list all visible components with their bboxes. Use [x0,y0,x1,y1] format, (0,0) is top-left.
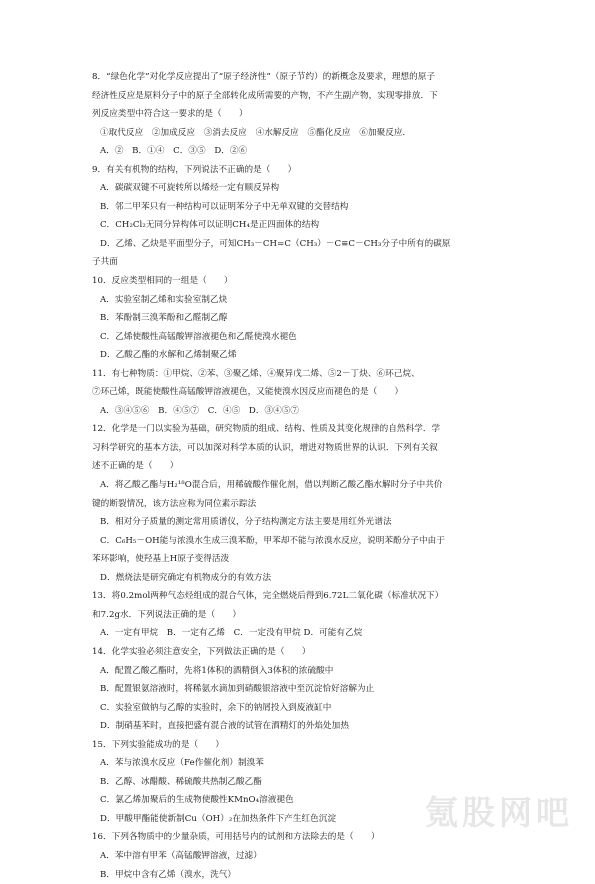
text-line: D．燃烧法是研究确定有机物成分的有效方法 [100,572,272,583]
text-line: ⑦环己烯，既能使酸性高锰酸钾溶液褪色，又能使溴水因反应而褪色的是（ ） [92,387,404,398]
text-line: B．甲烷中含有乙烯（溴水，洗气） [100,869,237,880]
text-line: C．C₆H₅－OH能与浓溴水生成三溴苯酚，甲苯却不能与浓溴水反应，说明苯酚分子中由于 [100,535,445,546]
text-line: A．实验室制乙烯和实验室制乙炔 [100,294,228,305]
text-line: 16．下列各物质中的少量杂质，可用括号内的试剂和方法除去的是（ ） [92,832,380,843]
text-line: D．乙酸乙酯的水解和乙烯制聚乙烯 [100,350,237,361]
text-line: 13．将0.2mol两种气态烃组成的混合气体，完全燃烧后得到6.72L二氧化碳（标准状况下） [92,591,444,602]
text-line: A．苯与浓溴水反应（Fe作催化剂）制溴苯 [100,758,264,769]
text-line: A．将乙酸乙酯与H₂¹⁸O混合后，用稀硫酸作催化剂，借以判断乙酸乙酯水解时分子中共价 [100,480,443,491]
text-line: A．碳碳双键不可旋转所以烯烃一定有顺反异构 [100,183,280,194]
text-line: 苯环影响，使羟基上H原子变得活泼 [92,554,230,565]
text-line: D．乙烯、乙炔是平面型分子，可知CH₃－CH=C（CH₃）－C≡C－CH₃分子中所有的碳原 [100,238,451,249]
text-line: B．相对分子质量的测定常用质谱仪，分子结构测定方法主要是用红外光谱法 [100,517,392,528]
text-line: 8．“绿色化学”对化学反应提出了“原子经济性”（原子节约）的新概念及要求，理想的原子 [92,72,436,82]
text-line: 10．反应类型相同的一组是（ ） [92,276,233,287]
text-line: 14．化学实验必须注意安全，下列做法正确的是（ ） [92,646,311,657]
text-line: 述不正确的是（ ） [92,461,179,472]
text-line: 习科学研究的基本方法，可以加深对科学本质的认识，增进对物质世界的认识．下列有关叙 [92,442,438,453]
text-line: A．② B．①④ C．③⑤ D．②⑥ [100,146,248,157]
text-line: ①取代反应 ②加成反应 ③消去反应 ④水解反应 ⑤酯化反应 ⑥加聚反应． [100,127,412,138]
text-line: A．一定有甲烷 B．一定有乙烯 C．一定没有甲烷 D．可能有乙烷 [100,628,363,639]
text-line: A．配置乙酸乙酯时，先将1体积的酒精倒入3体积的浓硫酸中 [100,665,334,676]
text-line: D．甲酸甲酯能使新制Cu（OH）₂在加热条件下产生红色沉淀 [100,813,337,824]
text-line: B．配置银氨溶液时，将稀氨水滴加到硝酸银溶液中至沉淀恰好溶解为止 [100,684,375,695]
text-line: 列反应类型中符合这一要求的是（ ） [92,109,248,120]
text-line: 子共面 [92,257,118,268]
text-line: 经济性反应是原料分子中的原子全部转化成所需要的产物，不产生副产物，实现零排放．下 [92,90,438,101]
text-line: B．苯酚制三溴苯酚和乙醛制乙醇 [100,313,228,324]
text-line: 9．有关有机物的结构，下列说法不正确的是（ ） [92,164,297,175]
text-line: B．乙醇、冰醋酸、稀硫酸共热制乙酸乙酯 [100,776,262,787]
text-line: A．苯中溶有甲苯（高锰酸钾溶液，过滤） [100,850,262,861]
text-line: C．乙烯使酸性高锰酸钾溶液褪色和乙醛使溴水褪色 [100,331,297,342]
text-line: D．制硝基苯时，直接把盛有混合液的试管在酒精灯的外焰处加热 [100,721,349,732]
text-line: 15．下列实验能成功的是（ ） [92,739,225,750]
text-line: B．邻二甲苯只有一种结构可以证明苯分子中无单双键的交替结构 [100,201,349,212]
text-line: 11．有七种物质：①甲烷、②苯、③聚乙烯、④聚异戊二烯、⑤2－丁炔、⑥环己烷、 [92,368,420,379]
text-line: C．氯乙烯加聚后的生成物使酸性KMnO₄溶液褪色 [100,795,294,806]
text-line: C．实验室做钠与乙醇的实验时，余下的钠屑投入到废液缸中 [100,702,332,713]
text-line: 和7.2g水．下列说法正确的是（ ） [92,609,242,620]
text-line: C．CH₂Cl₂无同分异构体可以证明CH₄是正四面体的结构 [100,220,320,231]
text-line: A．③④⑤⑥ B．④⑤⑦ C．④⑤ D．③④⑤⑦ [100,405,300,416]
text-line: 键的断裂情况，该方法应称为同位素示踪法 [92,498,257,509]
watermark: 氪股网吧 [425,793,573,832]
document-page [92,68,532,884]
text-line: 12．化学是一门以实验为基础，研究物质的组成、结构、性质及其变化规律的自然科学．学 [92,424,441,435]
